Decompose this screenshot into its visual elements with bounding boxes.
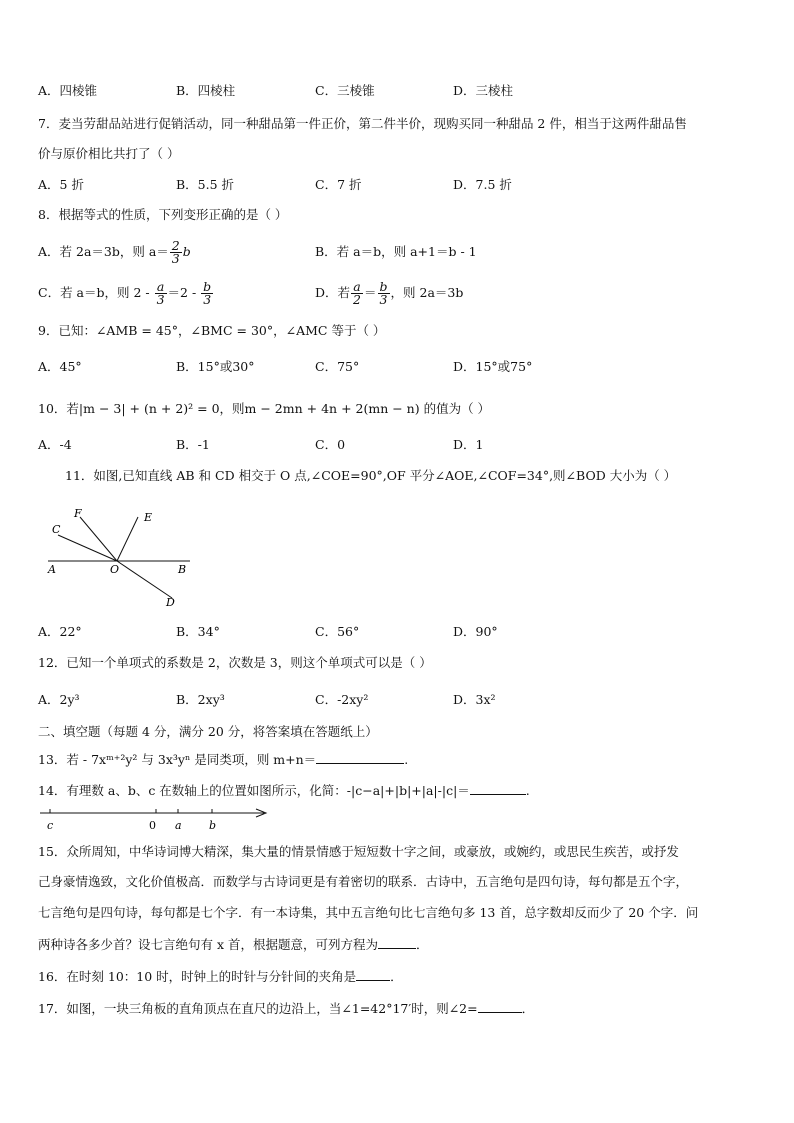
q7-option-d: D．7.5 折 <box>453 177 512 192</box>
q11-option-c: C．56° <box>315 624 360 639</box>
q15-line1: 15．众所周知，中华诗词博大精深，集大量的情景情感于短短数十字之间，或豪放，或婉约，或思民生疾苦，或抒发 <box>38 844 679 859</box>
q11-stem: 11．如图,已知直线 AB 和 CD 相交于 O 点,∠COE=90°,OF 平分∠AOE,∠COF=34°,则∠BOD 大小为（ ） <box>65 468 677 483</box>
section-heading: 二、填空题（每题 4 分，满分 20 分，将答案填在答题纸上） <box>38 724 378 739</box>
ray-oe <box>117 517 138 561</box>
ray-of <box>80 517 117 561</box>
fraction: $\frac{a}{3}$ <box>156 279 165 307</box>
fraction: $\frac{b}{3}$ <box>203 279 212 307</box>
number-line <box>38 805 274 833</box>
answer-blank[interactable] <box>316 751 404 764</box>
q9-option-c: C．75° <box>315 359 360 374</box>
q9-option-a: A．45° <box>38 359 82 374</box>
q15-line4: 两种诗各多少首？设七言绝句有 x 首，根据题意，可列方程为 ． <box>38 937 429 952</box>
q15-line3: 七言绝句是四句诗，每句都是七个字．有一本诗集，其中五言绝句比七言绝句多 13 首，总字数却反而少了 20 个字．问 <box>38 905 699 920</box>
q12-stem: 12．已知一个单项式的系数是 2，次数是 3，则这个单项式可以是（ ） <box>38 655 432 670</box>
q7-option-c: C．7 折 <box>315 177 362 192</box>
label-b: B <box>178 563 187 576</box>
q13-stem: 13．若 - 7xᵐ⁺²y² 与 3x³yⁿ 是同类项，则 m+n＝ . <box>38 752 409 767</box>
q8-stem: 8．根据等式的性质，下列变形正确的是（ ） <box>38 207 288 222</box>
q7-option-b: B．5.5 折 <box>176 177 235 192</box>
q8-option-d: D．若 $\frac{a}{2}$ ＝ $\frac{b}{3}$ ，则 2a＝3b <box>315 279 464 307</box>
label-a: a <box>175 819 182 832</box>
q17-stem: 17．如图，一块三角板的直角顶点在直尺的边沿上，当∠1=42°17′时，则∠2= ． <box>38 1001 535 1016</box>
q9-stem: 9．已知：∠AMB = 45°，∠BMC = 30°，∠AMC 等于（ ） <box>38 323 386 338</box>
q10-option-d: D．1 <box>453 437 484 452</box>
q7-option-a: A．5 折 <box>38 177 84 192</box>
label-e: E <box>144 511 153 524</box>
answer-blank[interactable] <box>470 782 526 795</box>
label-b: b <box>209 819 217 832</box>
q11-option-b: B．34° <box>176 624 220 639</box>
answer-blank[interactable] <box>378 936 416 949</box>
answer-blank[interactable] <box>478 1000 522 1013</box>
q15-line2: 己身豪情逸致，文化价值极高．而数学与古诗词更是有着密切的联系．古诗中，五言绝句是四句诗，每句都是五个字， <box>38 874 689 889</box>
label-a: A <box>48 563 56 576</box>
q12-option-a: A．2y³ <box>38 692 80 707</box>
q12-option-c: C．-2xy² <box>315 692 369 707</box>
label-f: F <box>74 507 82 520</box>
q8-option-b: B．若 a＝b，则 a+1＝b - 1 <box>315 244 477 259</box>
q10-option-a: A．-4 <box>38 437 72 452</box>
q11-option-d: D．90° <box>453 624 498 639</box>
q12-option-b: B．2xy³ <box>176 692 225 707</box>
q11-option-a: A．22° <box>38 624 82 639</box>
q9-option-b: B．15°或30° <box>176 359 255 374</box>
q8-option-c: C．若 a＝b，则 2 - $\frac{a}{3}$ ＝2 - $\frac{b}{3}$ <box>38 279 212 307</box>
ray-od <box>117 561 172 598</box>
q8-option-a: A．若 2a＝3b，则 a＝ $\frac{2}{3}$ b <box>38 238 191 266</box>
q10-stem: 10．若|m − 3| + (n + 2)² = 0，则m − 2mn + 4n + 2(mn − n) 的值为（ ） <box>38 401 491 416</box>
q7-stem-line2: 价与原价相比共打了（ ） <box>38 146 180 161</box>
label-o: O <box>110 563 120 576</box>
q14-stem: 14．有理数 a、b、c 在数轴上的位置如图所示，化简：-|c−a|+|b|+|a|-|c|＝ . <box>38 783 530 798</box>
fraction: $\frac{a}{2}$ <box>353 279 361 307</box>
label-c: c <box>47 819 54 832</box>
answer-blank[interactable] <box>356 968 390 981</box>
q11-figure <box>40 505 200 610</box>
fraction: $\frac{2}{3}$ <box>171 238 180 266</box>
ray-oc <box>58 535 117 561</box>
q10-option-b: B．-1 <box>176 437 210 452</box>
label-d: D <box>166 596 175 609</box>
label-c: C <box>52 523 61 536</box>
q6-option-c: C．三棱锥 <box>315 83 375 98</box>
q10-option-c: C．0 <box>315 437 346 452</box>
q12-option-d: D．3x² <box>453 692 496 707</box>
fraction: $\frac{b}{3}$ <box>379 279 388 307</box>
q16-stem: 16．在时刻 10：10 时，时钟上的时针与分针间的夹角是 ． <box>38 969 403 984</box>
q6-option-b: B．四棱柱 <box>176 83 236 98</box>
label-zero: 0 <box>149 819 156 832</box>
q6-option-a: A．四棱锥 <box>38 83 98 98</box>
q9-option-d: D．15°或75° <box>453 359 533 374</box>
q6-option-d: D．三棱柱 <box>453 83 514 98</box>
q7-stem-line1: 7．麦当劳甜品站进行促销活动，同一种甜品第一件正价，第二件半价，现购买同一种甜品 2 件，相当于这两件甜品售 <box>38 116 687 131</box>
